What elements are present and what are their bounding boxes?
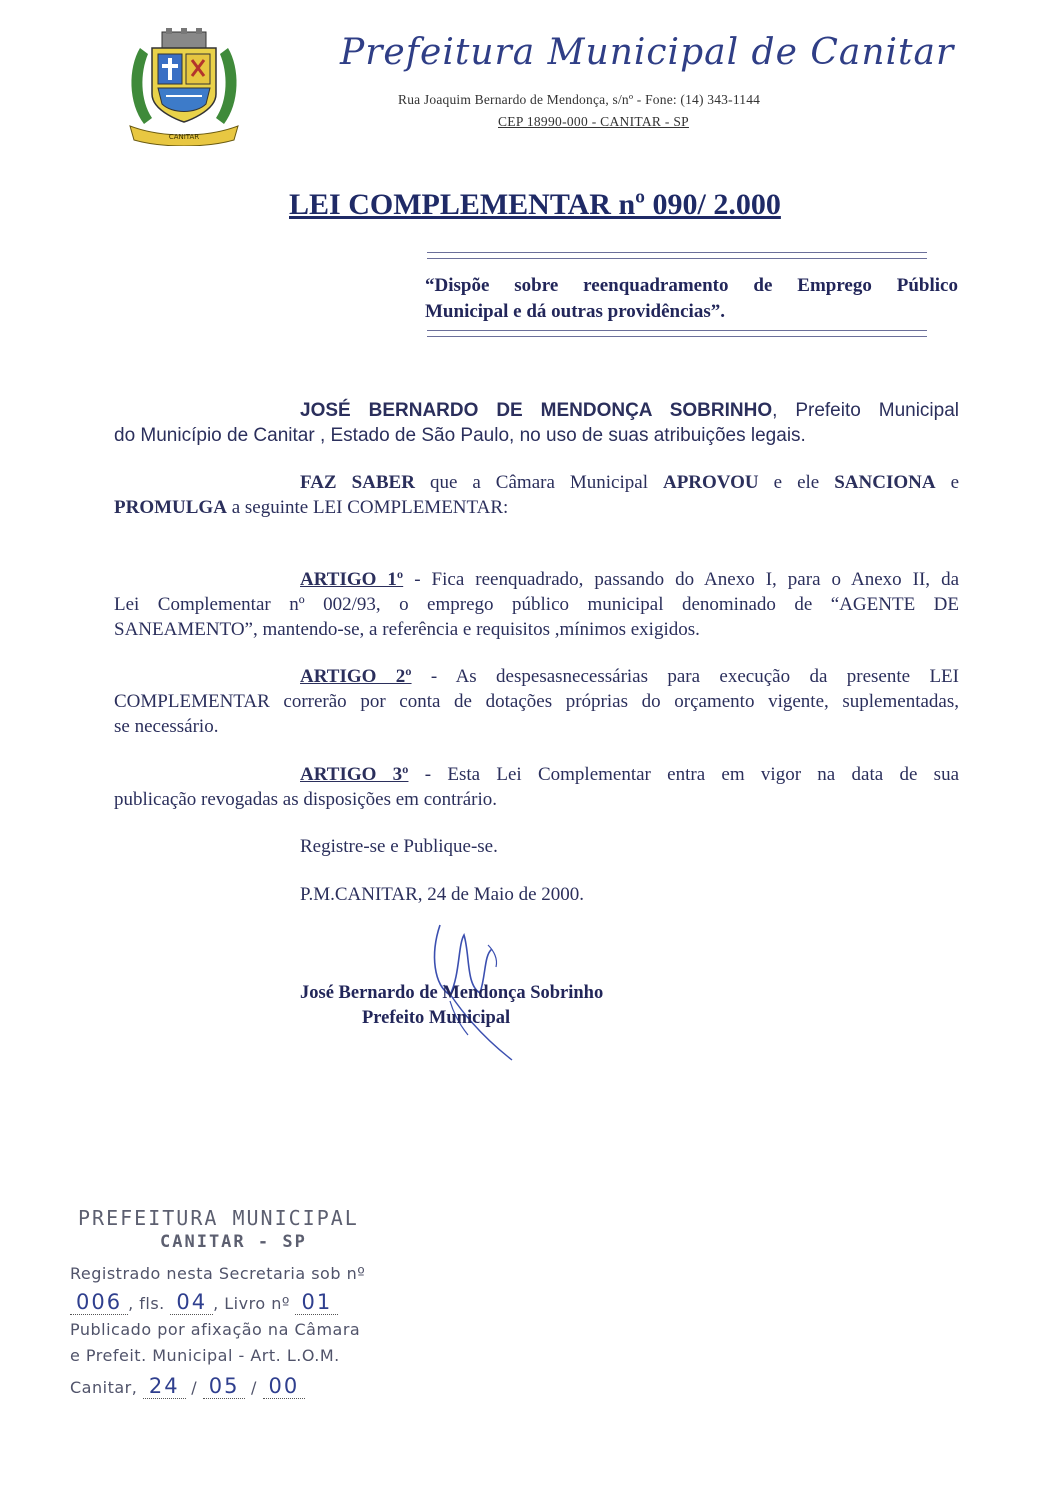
stamp-line-4 [70, 1290, 338, 1314]
article-2-line-1: - As despesasnecessárias para execução da presente LEI [411, 666, 959, 687]
ementa-line-1: “Dispõe sobre reenquadramento de Emprego Público [425, 275, 958, 296]
intro-line-2: do Município de Canitar , Estado de São Paulo, no uso de suas atribuições legais. [114, 425, 806, 446]
intro-paragraph [114, 398, 959, 448]
intro-line-1-rest: , Prefeito Municipal [772, 400, 960, 421]
faz-saber-label: FAZ SABER [300, 472, 415, 493]
article-2-label: ARTIGO 2º [300, 666, 412, 687]
signer-role: Prefeito Municipal [362, 1008, 511, 1028]
article-1-line-2: Lei Complementar nº 002/93, o emprego público municipal denominado de “AGENTE DE [114, 594, 959, 615]
aprovou-label: APROVOU [662, 472, 759, 493]
sanciona-label: SANCIONA [834, 472, 936, 493]
signer-name: José Bernardo de Mendonça Sobrinho [300, 983, 604, 1003]
stamp-livro-label: , Livro nº [213, 1294, 290, 1313]
stamp-month: 05 [203, 1374, 246, 1399]
article-1-line-3: SANEAMENTO”, mantendo-se, a referência e requisitos ,mínimos exigidos. [114, 619, 700, 640]
article-3-line-1: - Esta Lei Complementar entra em vigor na data de sua [408, 764, 960, 785]
article-1-label: ARTIGO 1º [300, 569, 404, 590]
divider-top [427, 252, 927, 259]
article-1 [114, 567, 959, 642]
promulga-label: PROMULGA [114, 497, 227, 518]
faz-saber-text-1: que a Câmara Municipal [414, 472, 663, 493]
municipal-crest-logo [122, 28, 246, 146]
stamp-line-3: Registrado nesta Secretaria sob nº [70, 1264, 366, 1283]
stamp-line-6: e Prefeit. Municipal - Art. L.O.M. [70, 1346, 340, 1365]
stamp-year: 00 [263, 1374, 306, 1399]
mayor-name: JOSÉ BERNARDO DE MENDONÇA SOBRINHO [300, 400, 773, 421]
svg-text:CANITAR: CANITAR [168, 133, 200, 141]
ementa-line-2: Municipal e dá outras providências”. [425, 301, 725, 322]
article-3-line-2: publicação revogadas as disposições em contrário. [114, 789, 498, 810]
registration-stamp [66, 1202, 426, 1412]
law-ementa [425, 273, 958, 325]
article-1-line-1: - Fica reenquadrado, passando do Anexo I, para o Anexo II, da [403, 569, 959, 590]
article-3-label: ARTIGO 3º [300, 764, 409, 785]
stamp-canitar-label: Canitar, [70, 1378, 138, 1397]
stamp-fls-value: 04 [170, 1290, 213, 1315]
place-date-line: P.M.CANITAR, 24 de Maio de 2000. [300, 884, 584, 905]
letterhead-title: Prefeitura Municipal de Canitar [340, 32, 955, 73]
faz-saber-text-4: a seguinte LEI COMPLEMENTAR: [226, 497, 509, 518]
stamp-fls-label: , fls. [128, 1294, 165, 1313]
stamp-line-5: Publicado por afixação na Câmara [70, 1320, 361, 1339]
stamp-line-7: Canitar, 24 / 05 / 00 [70, 1374, 305, 1398]
stamp-line-1: PREFEITURA MUNICIPAL [78, 1206, 359, 1230]
article-3 [114, 762, 959, 812]
stamp-day: 24 [143, 1374, 186, 1399]
article-2-line-3: se necessário. [114, 716, 219, 737]
stamp-livro-value: 01 [295, 1290, 338, 1315]
letterhead-address: Rua Joaquim Bernardo de Mendonça, s/nº - Fone: (14) 343-1144 [398, 92, 761, 107]
register-publish-line: Registre-se e Publique-se. [300, 836, 498, 857]
divider-bottom [427, 330, 927, 337]
stamp-line-2: CANITAR - SP [160, 1232, 307, 1252]
faz-saber-paragraph [114, 470, 959, 520]
letterhead-cep: CEP 18990-000 - CANITAR - SP [498, 114, 689, 129]
law-title: LEI COMPLEMENTAR nº 090/ 2.000 [289, 188, 781, 221]
article-2-line-2: COMPLEMENTAR correrão por conta de dotações próprias do orçamento vigente, suplementadas, [114, 691, 959, 712]
stamp-reg-number: 006 [70, 1290, 128, 1315]
faz-saber-text-2: e ele [758, 472, 835, 493]
article-2 [114, 664, 959, 739]
faz-saber-text-3: e [935, 472, 960, 493]
